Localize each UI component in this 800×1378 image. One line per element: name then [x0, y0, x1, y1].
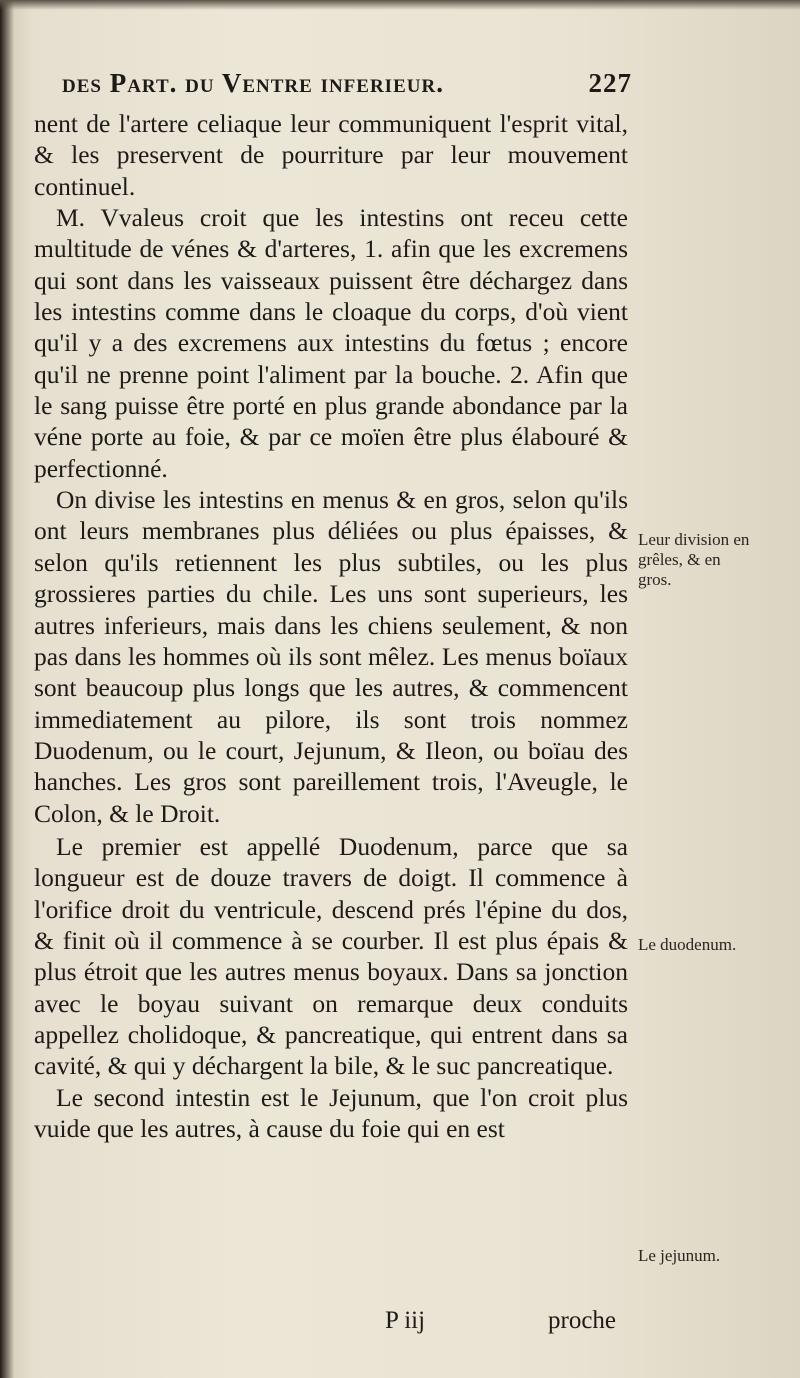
- paragraph: Le premier est appellé Duodenum, parce que sa longueur est de douze travers de doigt. Il commence à l'orifice droit du ventricule, descend prés l'épine du dos, & finit où il commence à se courber. Il est plus épais & plus étroit que les autres menus boyaux. Dans sa jonction avec le boyau suivant on remarque deux conduits appellez cholidoque, & pancreatique, qui entrent dans sa cavité, & qui y déchargent la bile, & le suc pancreatique.: [34, 831, 628, 1081]
- page-number: 227: [588, 68, 632, 98]
- catchword: proche: [548, 1307, 617, 1334]
- paragraph: On divise les intestins en menus & en gros, selon qu'ils ont leurs membranes plus déliées ou plus épaisses, & selon qu'ils retiennent les plus subtiles, ou les plus grossieres parties du chile. Les uns sont superieurs, les autres inferieurs, mais dans les chiens seulement, & non pas dans les hommes où ils sont mêlez. Les menus boïaux sont beaucoup plus longs que les autres, & commencent immediatement au pilore, ils sont trois nommez Duodenum, ou le court, Jejunum, & Ileon, ou boïau des hanches. Les gros sont pareillement trois, l'Aveugle, le Colon, & le Droit.: [34, 485, 628, 828]
- running-title: des Part. du Ventre inferieur.: [62, 68, 444, 98]
- paragraph: Le second intestin est le Jejunum, que l'on croit plus vuide que les autres, à cause du foie qui en est: [34, 1082, 628, 1143]
- running-header: [62, 68, 632, 110]
- margin-note-jejunum: Le jejunum.: [638, 1246, 721, 1265]
- signature-mark: P iij: [385, 1307, 426, 1334]
- margin-note-duodenum: Le duodenum.: [638, 935, 737, 954]
- binding-shadow: [0, 0, 14, 1378]
- paragraph: M. Vvaleus croit que les intestins ont receu cette multitude de vénes & d'arteres, 1. afin que les excremens qui sont dans les vaisseaux puissent être déchargez dans les intestins comme dans le cloaque du corps, d'où vient qu'il y a des excremens aux intestins du fœtus ; encore qu'il ne prenne point l'aliment par la bouche. 2. Afin que le sang puisse être porté en plus grande abondance par la véne porte au foie, & par ce moïen être plus élabouré & perfectionné.: [34, 203, 628, 483]
- paragraph: nent de l'artere celiaque leur communiquent l'esprit vital, & les preservent de pourriture par leur mouvement continuel.: [34, 109, 628, 201]
- margin-note-division: Leur division en grêles, & en gros.: [638, 530, 750, 589]
- top-edge-shadow: [0, 0, 800, 10]
- body-text: [34, 108, 628, 1144]
